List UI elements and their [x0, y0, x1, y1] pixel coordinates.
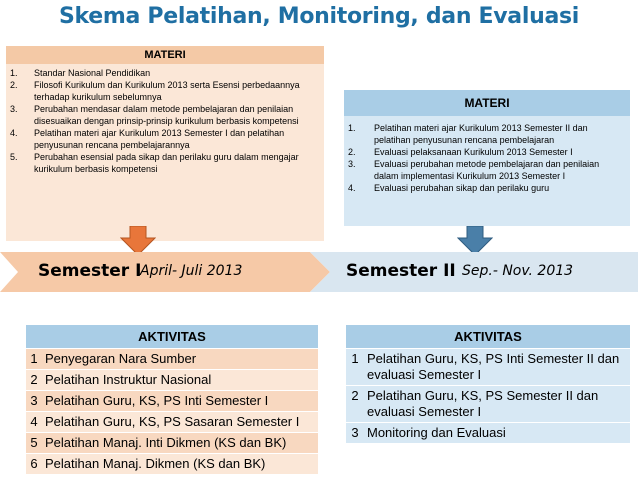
materi-header: MATERI: [6, 46, 324, 64]
semester-1-date: April- Juli 2013: [140, 263, 243, 279]
materi-box-semester-1: [6, 46, 324, 241]
list-item: 2. Filosofi Kurikulum dan Kurikulum 2013 serta Esensi perbedaannya terhadap kurikulum sebelumnya: [10, 80, 300, 102]
semester-2-date: Sep.- Nov. 2013: [462, 263, 574, 279]
table-row: 1 Pelatihan Guru, KS, PS Inti Semester II dan evaluasi Semester I: [346, 348, 630, 385]
table-row: 1 Penyegaran Nara Sumber: [26, 348, 318, 369]
table-row: 4 Pelatihan Guru, KS, PS Sasaran Semester I: [26, 411, 318, 432]
aktivitas-table-semester-2: [346, 325, 630, 443]
list-item: 5. Perubahan esensial pada sikap dan perilaku guru dalam mengajar kurikulum berbasis kompetensi: [10, 152, 299, 174]
table-row: 3 Monitoring dan Evaluasi: [346, 422, 630, 443]
list-item: 4. Evaluasi perubahan sikap dan perilaku guru: [348, 183, 550, 193]
materi-header: MATERI: [344, 90, 630, 116]
materi-list: [6, 64, 324, 241]
list-item: 3. Perubahan mendasar dalam metode pembelajaran dan penilaian disesuaikan dengan prinsip-prinsip kurikulum berbasis kompetensi: [10, 104, 299, 126]
table-row: 3 Pelatihan Guru, KS, PS Inti Semester I: [26, 390, 318, 411]
aktivitas-header: AKTIVITAS: [346, 325, 630, 348]
semester-2-label: Semester II: [346, 261, 456, 281]
semester-1-label: Semester I: [38, 261, 142, 281]
page-title: Skema Pelatihan, Monitoring, dan Evaluasi: [58, 4, 580, 29]
materi-list: [344, 116, 630, 226]
table-row: 5 Pelatihan Manaj. Inti Dikmen (KS dan BK): [26, 432, 318, 453]
aktivitas-table-semester-1: [26, 325, 318, 474]
table-row: 2 Pelatihan Instruktur Nasional: [26, 369, 318, 390]
list-item: 3. Evaluasi perubahan metode pembelajaran dan penilaian dalam implementasi Kurikulum 2013 Semester I: [348, 159, 600, 181]
aktivitas-header: AKTIVITAS: [26, 325, 318, 348]
table-row: 2 Pelatihan Guru, KS, PS Semester II dan evaluasi Semester I: [346, 385, 630, 422]
list-item: 2. Evaluasi pelaksanaan Kurikulum 2013 Semester I: [348, 147, 573, 157]
list-item: 4. Pelatihan materi ajar Kurikulum 2013 Semester I dan pelatihan penyusunan rencana pembelajarannya: [10, 128, 285, 150]
list-item: 1. Standar Nasional Pendidikan: [10, 68, 151, 78]
table-row: 6 Pelatihan Manaj. Dikmen (KS dan BK): [26, 453, 318, 474]
list-item: 1. Pelatihan materi ajar Kurikulum 2013 Semester II dan pelatihan penyusunan rencana pembelajaran: [348, 123, 588, 145]
materi-box-semester-2: [344, 90, 630, 226]
